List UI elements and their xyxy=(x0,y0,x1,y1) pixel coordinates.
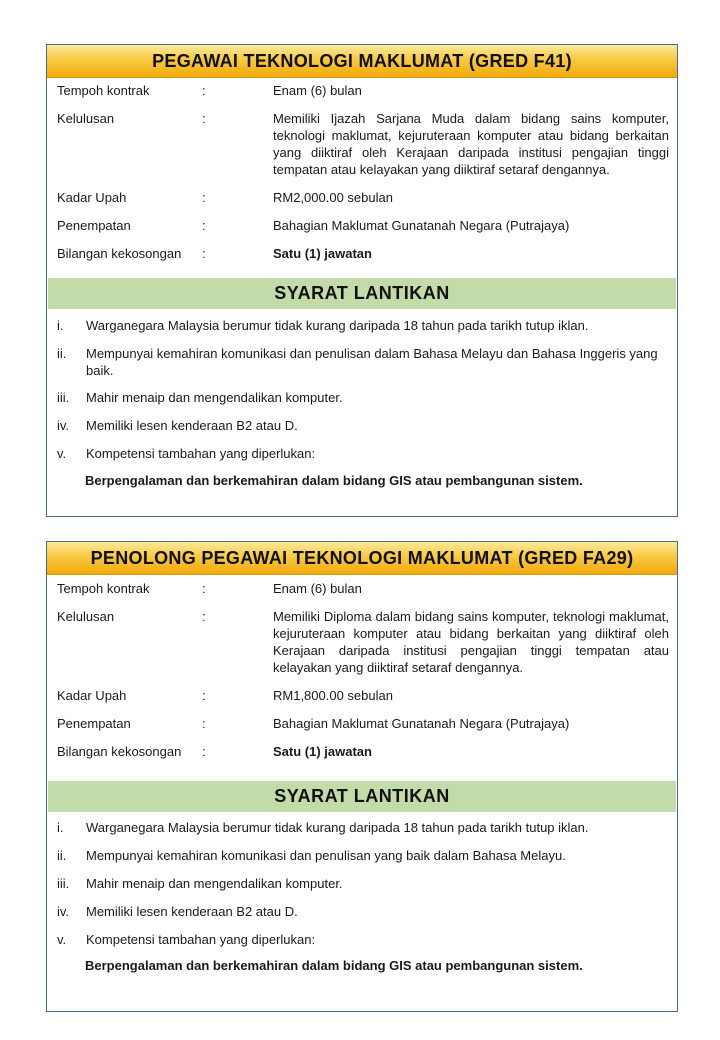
list-number: ii. xyxy=(57,848,67,863)
syarat-heading: SYARAT LANTIKAN xyxy=(48,278,676,309)
info-colon: : xyxy=(202,744,206,759)
list-number: i. xyxy=(57,820,64,835)
list-text: Memiliki lesen kenderaan B2 atau D. xyxy=(86,418,298,433)
info-value: RM2,000.00 sebulan xyxy=(273,190,393,205)
list-text: Memiliki lesen kenderaan B2 atau D. xyxy=(86,904,298,919)
job-panel-pegawai xyxy=(46,44,678,517)
list-text: Mahir menaip dan mengendalikan komputer. xyxy=(86,390,343,405)
competency-note: Berpengalaman dan berkemahiran dalam bidang GIS atau pembangunan sistem. xyxy=(85,473,583,488)
info-label: Kelulusan xyxy=(57,111,115,126)
info-colon: : xyxy=(202,609,206,624)
info-value: Bahagian Maklumat Gunatanah Negara (Putrajaya) xyxy=(273,218,570,233)
info-label: Tempoh kontrak xyxy=(57,581,150,596)
info-colon: : xyxy=(202,190,206,205)
info-colon: : xyxy=(202,716,206,731)
list-text: Warganegara Malaysia berumur tidak kurang daripada 18 tahun pada tarikh tutup iklan. xyxy=(86,820,589,835)
job-panel-penolong xyxy=(46,541,678,1012)
info-value: Memiliki Diploma dalam bidang sains komputer, teknologi maklumat, kejuruteraan komputer atau bidang berkaitan yang diiktiraf oleh Kerajaan daripada institusi pengajian tinggi tempatan atau kelayakan yang diiktiraf setaraf dengannya. xyxy=(273,609,669,675)
info-colon: : xyxy=(202,688,206,703)
info-label: Kelulusan xyxy=(57,609,115,624)
job-title: PENOLONG PEGAWAI TEKNOLOGI MAKLUMAT (GRED FA29) xyxy=(47,542,677,575)
list-text: Kompetensi tambahan yang diperlukan: xyxy=(86,446,316,461)
list-text: Warganegara Malaysia berumur tidak kurang daripada 18 tahun pada tarikh tutup iklan. xyxy=(86,318,589,333)
list-text: Mahir menaip dan mengendalikan komputer. xyxy=(86,876,343,891)
info-value: Enam (6) bulan xyxy=(273,581,362,596)
info-label: Bilangan kekosongan xyxy=(57,246,182,261)
list-text: Kompetensi tambahan yang diperlukan: xyxy=(86,932,316,947)
info-value: Memiliki Ijazah Sarjana Muda dalam bidang sains komputer, teknologi maklumat, kejuruteraan komputer atau bidang berkaitan yang diiktiraf oleh Kerajaan daripada institusi pengajian tinggi tempatan atau kelayakan yang diiktiraf setaraf dengannya. xyxy=(273,111,669,177)
info-label: Kadar Upah xyxy=(57,688,127,703)
info-label: Tempoh kontrak xyxy=(57,83,150,98)
list-number: ii. xyxy=(57,346,67,361)
job-title: PEGAWAI TEKNOLOGI MAKLUMAT (GRED F41) xyxy=(47,45,677,78)
list-text: Mempunyai kemahiran komunikasi dan penulisan yang baik dalam Bahasa Melayu. xyxy=(86,848,566,863)
info-label: Bilangan kekosongan xyxy=(57,744,182,759)
info-label: Penempatan xyxy=(57,218,131,233)
info-value: Satu (1) jawatan xyxy=(273,246,372,261)
info-label: Penempatan xyxy=(57,716,131,731)
list-number: iii. xyxy=(57,876,70,891)
info-value: Satu (1) jawatan xyxy=(273,744,372,759)
list-number: i. xyxy=(57,318,64,333)
info-colon: : xyxy=(202,218,206,233)
list-number: v. xyxy=(57,932,67,947)
list-text: Mempunyai kemahiran komunikasi dan penulisan dalam Bahasa Melayu dan Bahasa Inggeris yang baik. xyxy=(86,346,658,378)
info-value: Enam (6) bulan xyxy=(273,83,362,98)
competency-note: Berpengalaman dan berkemahiran dalam bidang GIS atau pembangunan sistem. xyxy=(85,958,583,973)
info-value: RM1,800.00 sebulan xyxy=(273,688,393,703)
info-colon: : xyxy=(202,581,206,596)
list-number: v. xyxy=(57,446,67,461)
syarat-heading: SYARAT LANTIKAN xyxy=(48,781,676,812)
list-number: iii. xyxy=(57,390,70,405)
info-colon: : xyxy=(202,111,206,126)
info-colon: : xyxy=(202,246,206,261)
info-colon: : xyxy=(202,83,206,98)
info-label: Kadar Upah xyxy=(57,190,127,205)
info-value: Bahagian Maklumat Gunatanah Negara (Putrajaya) xyxy=(273,716,570,731)
list-number: iv. xyxy=(57,418,70,433)
list-number: iv. xyxy=(57,904,70,919)
